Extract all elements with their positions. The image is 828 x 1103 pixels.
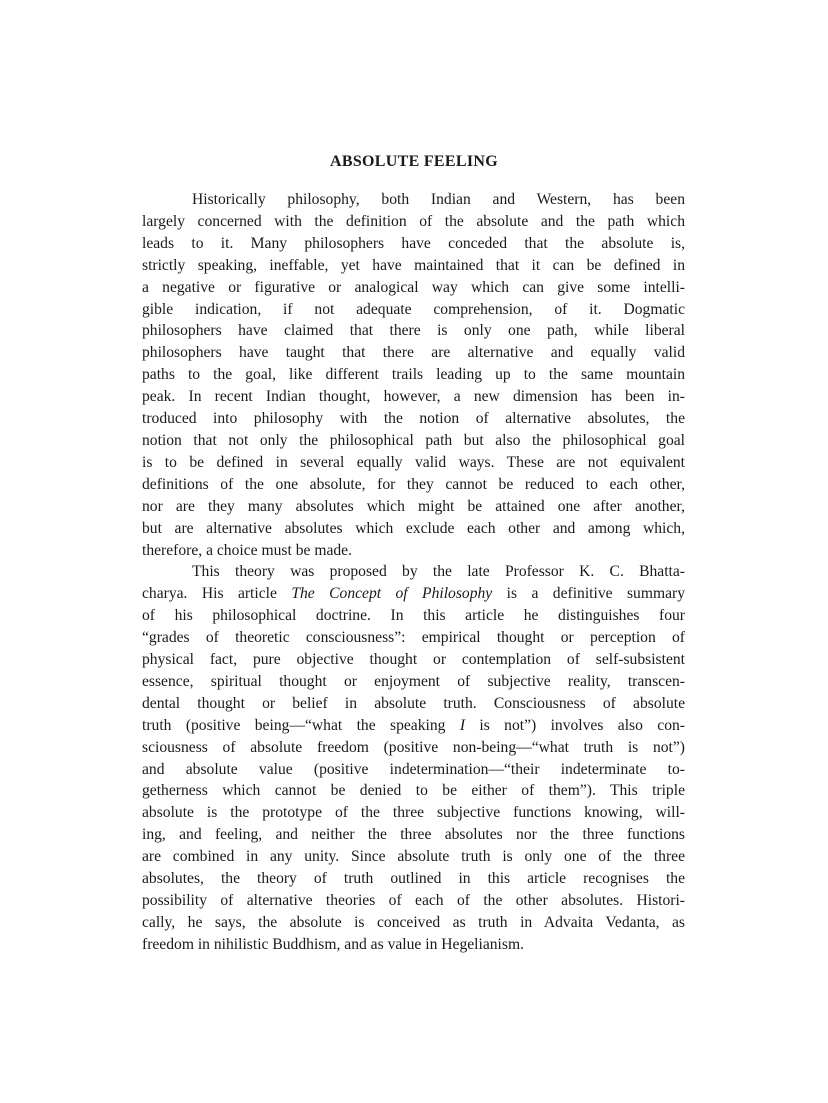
text-line: a negative or figurative or analogical way which can give some intelli- bbox=[142, 278, 685, 296]
text-line: largely concerned with the definition of the absolute and the path which bbox=[142, 212, 685, 230]
text-line: absolute is the prototype of the three subjective functions knowing, will- bbox=[142, 804, 685, 822]
text-line: possibility of alternative theories of each of the other absolutes. Histori- bbox=[142, 892, 685, 909]
text-line: dental thought or belief in absolute truth. Consciousness of absolute bbox=[142, 694, 685, 712]
text-line: leads to it. Many philosophers have conceded that the absolute is, bbox=[142, 234, 685, 252]
paragraph-2 bbox=[142, 561, 685, 955]
text-line: definitions of the one absolute, for they cannot be reduced to each other, bbox=[142, 475, 685, 493]
text-line: This theory was proposed by the late Professor K. C. Bhatta- bbox=[192, 563, 685, 581]
text-line: nor are they many absolutes which might be attained one after another, bbox=[142, 497, 685, 515]
text-line: sciousness of absolute freedom (positive non-being—“what truth is not”) bbox=[142, 738, 685, 756]
text-line: troduced into philosophy with the notion of alternative absolutes, the bbox=[142, 410, 685, 428]
text-line: is to be defined in several equally valid ways. These are not equivalent bbox=[142, 453, 685, 471]
text-line: but are alternative absolutes which exclude each other and among which, bbox=[142, 519, 685, 537]
text-line: philosophers have claimed that there is only one path, while liberal bbox=[142, 322, 685, 340]
text-line bbox=[142, 583, 685, 605]
text-line: cally, he says, the absolute is conceived as truth in Advaita Vedanta, as bbox=[142, 913, 685, 931]
text-run: is a definitive summary bbox=[492, 585, 685, 603]
italic-pronoun: I bbox=[459, 716, 466, 734]
text-line: philosophers have taught that there are alternative and equally valid bbox=[142, 344, 685, 362]
text-line bbox=[142, 715, 685, 737]
text-line: notion that not only the philosophical path but also the philosophical goal bbox=[142, 431, 685, 449]
text-line: ing, and feeling, and neither the three absolutes nor the three functions bbox=[142, 826, 685, 844]
text-run: is not”) involves also con- bbox=[465, 716, 685, 734]
text-line: strictly speaking, ineffable, yet have maintained that it can be defined in bbox=[142, 256, 685, 274]
text-line: essence, spiritual thought or enjoyment of subjective reality, transcen- bbox=[142, 672, 685, 690]
text-line: of his philosophical doctrine. In this article he distinguishes four bbox=[142, 607, 685, 625]
text-line: paths to the goal, like different trails leading up to the same mountain bbox=[142, 366, 685, 384]
text-line: “grades of theoretic consciousness”: empirical thought or perception of bbox=[142, 629, 685, 647]
page-title: ABSOLUTE FEELING bbox=[330, 153, 498, 170]
article-title: The Concept of Philosophy bbox=[291, 585, 493, 603]
text-line: getherness which cannot be denied to be either of them”). This triple bbox=[142, 782, 685, 800]
text-line: absolutes, the theory of truth outlined in this article recognises the bbox=[142, 870, 685, 888]
text-line: peak. In recent Indian thought, however, a new dimension has been in- bbox=[142, 388, 685, 406]
document-body bbox=[142, 189, 685, 956]
text-line: gible indication, if not adequate comprehension, of it. Dogmatic bbox=[142, 300, 685, 318]
text-line: Historically philosophy, both Indian and Western, has been bbox=[192, 191, 685, 208]
text-line: are combined in any unity. Since absolute truth is only one of the three bbox=[142, 848, 685, 866]
text-line: and absolute value (positive indetermination—“their indeterminate to- bbox=[142, 760, 685, 778]
paragraph-1 bbox=[142, 189, 685, 561]
text-run: truth (positive being—“what the speaking bbox=[142, 716, 460, 734]
text-run: charya. His article bbox=[142, 585, 292, 603]
text-line: physical fact, pure objective thought or contemplation of self-subsistent bbox=[142, 651, 685, 669]
text-line: freedom in nihilistic Buddhism, and as value in Hegelianism. bbox=[142, 935, 524, 953]
text-line: therefore, a choice must be made. bbox=[142, 541, 352, 559]
